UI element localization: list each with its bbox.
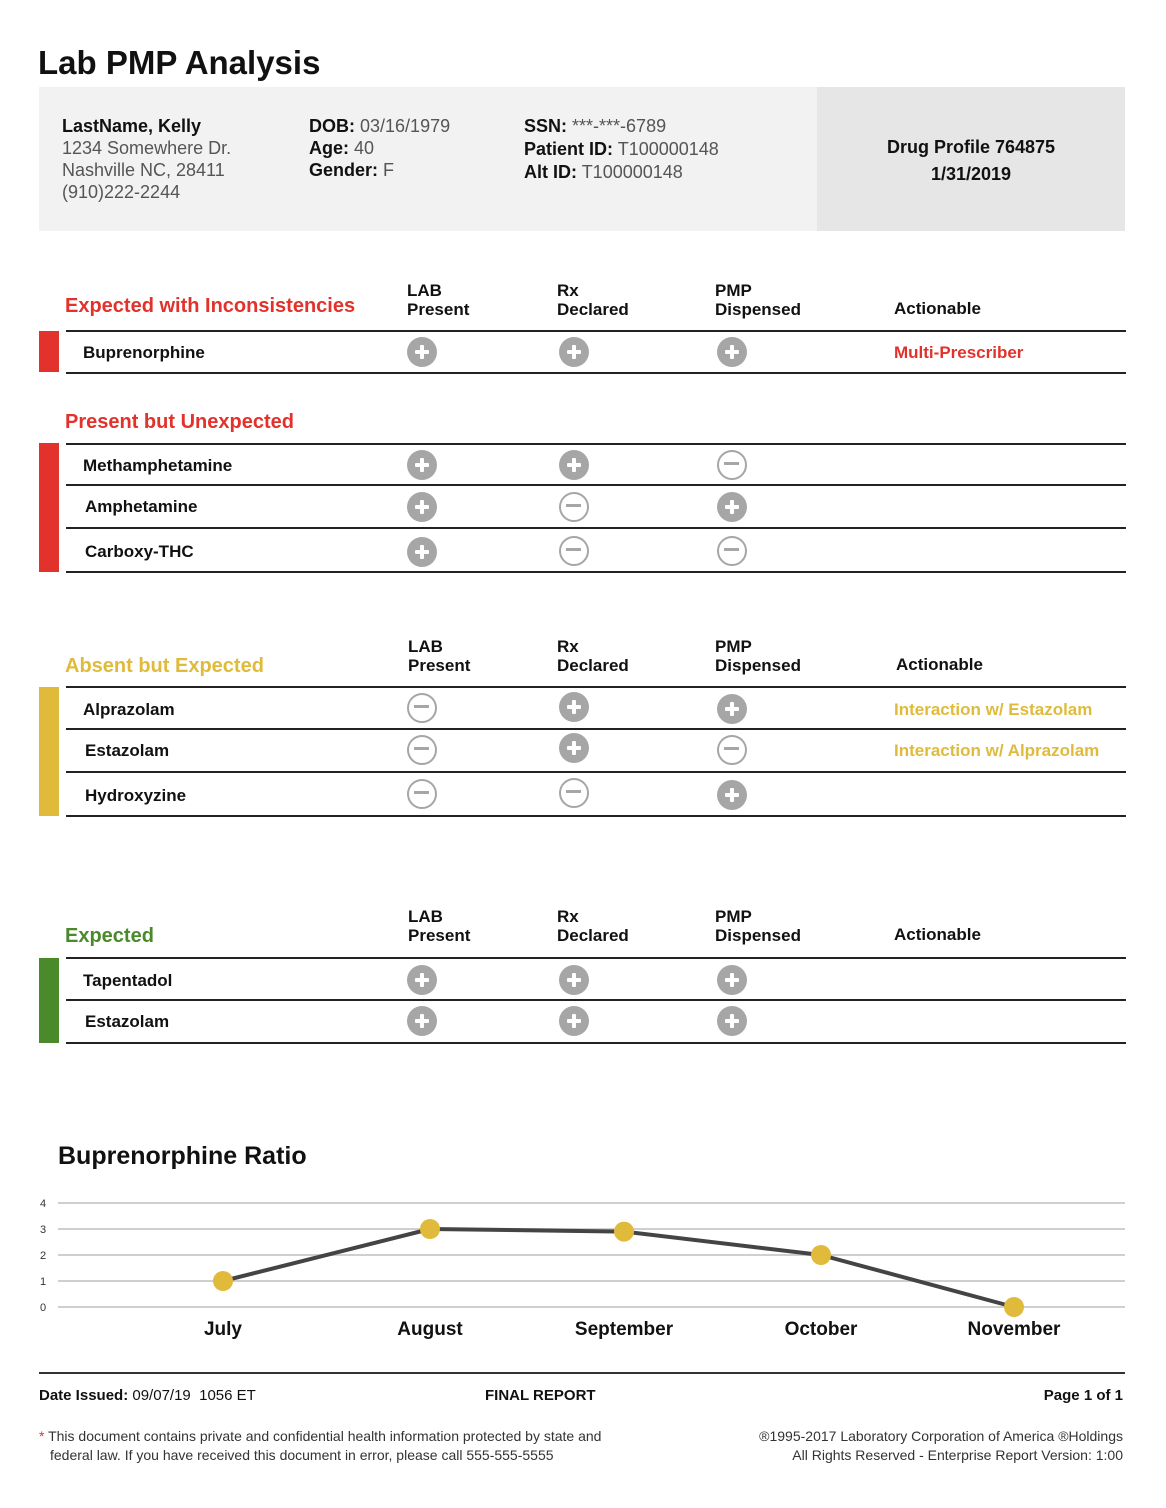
- date-issued-label: Date Issued:: [39, 1387, 129, 1404]
- col-header-rx-line2: Declared: [557, 926, 629, 945]
- col-header-actionable: Actionable: [894, 299, 981, 318]
- col-header-lab-line1: LAB: [408, 637, 443, 656]
- drug-alprazolam: Alprazolam: [83, 700, 175, 719]
- lab-present-minus-icon: [407, 779, 437, 809]
- copyright-line1: ®1995-2017 Laboratory Corporation of America ®Holdings: [759, 1428, 1123, 1444]
- col-header-pmp-line2: Dispensed: [715, 300, 801, 319]
- section-title-expected: Expected: [65, 925, 154, 947]
- rx-declared-plus-icon: [559, 450, 589, 480]
- page-number: Page 1 of 1: [1043, 1387, 1123, 1404]
- x-tick-label: October: [784, 1319, 858, 1340]
- x-tick-label: July: [203, 1319, 243, 1340]
- col-header-lab-line2: Present: [408, 926, 471, 945]
- date-issued-value: 09/07/19 1056 ET: [132, 1387, 256, 1404]
- patient-contact: [62, 115, 231, 203]
- y-tick-label: 1: [40, 1276, 47, 1288]
- data-point: [420, 1219, 440, 1239]
- status-bar-yellow: [39, 687, 59, 816]
- drug-estazolam: Estazolam: [85, 1012, 170, 1031]
- divider: [66, 728, 1126, 730]
- buprenorphine-ratio-chart: [0, 1190, 1166, 1350]
- drug-profile-date: 1/31/2019: [930, 164, 1012, 184]
- col-header-rx-line1: Rx: [557, 907, 579, 926]
- alt-id-value: T100000148: [581, 162, 683, 182]
- rx-declared-minus-icon: [559, 492, 589, 522]
- footer-divider: [39, 1372, 1125, 1374]
- lab-present-minus-icon: [407, 693, 437, 723]
- col-header-rx-line2: Declared: [557, 300, 629, 319]
- x-tick-label: September: [574, 1319, 674, 1340]
- disclaimer: [39, 1427, 601, 1465]
- status-bar-green: [39, 958, 59, 1043]
- lab-present-plus-icon: [407, 965, 437, 995]
- patient-id-row: [524, 138, 719, 161]
- series-line: [223, 1229, 1014, 1307]
- col-header-lab: [408, 637, 470, 675]
- col-header-lab-line1: LAB: [408, 907, 443, 926]
- col-header-pmp-line1: PMP: [715, 637, 752, 656]
- x-tick-label: August: [397, 1319, 463, 1340]
- col-header-lab: [408, 907, 470, 945]
- pmp-dispensed-plus-icon: [717, 694, 747, 724]
- pmp-dispensed-minus-icon: [717, 536, 747, 566]
- rx-declared-minus-icon: [559, 778, 589, 808]
- page-title: Lab PMP Analysis: [38, 44, 321, 81]
- col-header-lab-line2: Present: [408, 656, 471, 675]
- divider: [66, 686, 1126, 688]
- dob-label: DOB:: [309, 116, 355, 136]
- disclaimer-line1: [39, 1427, 601, 1446]
- y-tick-label: 3: [40, 1224, 47, 1236]
- col-header-lab-line2: Present: [407, 300, 470, 319]
- drug-carboxy-thc: Carboxy-THC: [85, 542, 194, 561]
- divider: [66, 571, 1126, 573]
- date-issued: [39, 1387, 256, 1404]
- drug-methamphetamine: Methamphetamine: [83, 456, 233, 475]
- col-header-pmp: [715, 281, 801, 319]
- divider: [66, 330, 1126, 332]
- section-title-absent: Absent but Expected: [65, 655, 264, 677]
- col-header-rx-line2: Declared: [557, 656, 629, 675]
- patient-id-label: Patient ID:: [524, 139, 614, 159]
- divider: [66, 1042, 1126, 1044]
- gender-value: F: [383, 160, 395, 180]
- lab-present-plus-icon: [407, 450, 437, 480]
- pmp-dispensed-minus-icon: [717, 450, 747, 480]
- col-header-actionable: Actionable: [896, 655, 983, 674]
- drug-hydroxyzine: Hydroxyzine: [85, 786, 187, 805]
- chart-title: Buprenorphine Ratio: [58, 1142, 307, 1170]
- divider: [66, 999, 1126, 1001]
- section-title-inconsistencies: Expected with Inconsistencies: [65, 295, 356, 317]
- data-point: [811, 1245, 831, 1265]
- col-header-rx: [557, 637, 629, 675]
- rx-declared-plus-icon: [559, 733, 589, 763]
- y-tick-label: 0: [40, 1302, 47, 1314]
- col-header-pmp-line1: PMP: [715, 907, 752, 926]
- pmp-dispensed-plus-icon: [717, 1006, 747, 1036]
- actionable-interaction-alprazolam: Interaction w/ Alprazolam: [894, 741, 1100, 760]
- col-header-pmp-line1: PMP: [715, 281, 752, 300]
- patient-demographics: [309, 115, 450, 181]
- pmp-dispensed-plus-icon: [717, 337, 747, 367]
- divider: [66, 484, 1126, 486]
- divider: [66, 527, 1126, 529]
- col-header-actionable: Actionable: [894, 925, 981, 944]
- copyright: [759, 1427, 1123, 1465]
- alt-id-label: Alt ID:: [524, 162, 577, 182]
- rx-declared-plus-icon: [559, 965, 589, 995]
- divider: [66, 372, 1126, 374]
- drug-tapentadol: Tapentadol: [83, 971, 173, 990]
- drug-estazolam: Estazolam: [85, 741, 170, 760]
- patient-phone: (910)222-2244: [62, 182, 181, 202]
- disclaimer-asterisk: *: [39, 1428, 45, 1444]
- dob-value: 03/16/1979: [360, 116, 451, 136]
- ssn-row: [524, 115, 719, 138]
- drug-profile-label: Drug Profile 764875: [886, 137, 1056, 157]
- patient-address-line1: 1234 Somewhere Dr.: [62, 138, 232, 158]
- drug-amphetamine: Amphetamine: [85, 497, 198, 516]
- rx-declared-plus-icon: [559, 337, 589, 367]
- alt-id-row: [524, 161, 719, 184]
- pmp-dispensed-minus-icon: [717, 735, 747, 765]
- disclaimer-text1: This document contains private and confidential health information protected by state and: [48, 1428, 602, 1444]
- data-point: [213, 1271, 233, 1291]
- patient-name: LastName, Kelly: [62, 116, 202, 136]
- rx-declared-minus-icon: [559, 536, 589, 566]
- lab-present-plus-icon: [407, 492, 437, 522]
- col-header-rx: [557, 907, 629, 945]
- report-status: FINAL REPORT: [485, 1387, 596, 1404]
- data-point: [614, 1222, 634, 1242]
- col-header-pmp: [715, 907, 801, 945]
- divider: [66, 443, 1126, 445]
- pmp-dispensed-plus-icon: [717, 965, 747, 995]
- disclaimer-line2: federal law. If you have received this document in error, please call 555-555-5555: [50, 1447, 554, 1463]
- col-header-pmp: [715, 637, 801, 675]
- drug-profile: [817, 134, 1125, 188]
- drug-buprenorphine: Buprenorphine: [83, 343, 205, 362]
- copyright-line2: All Rights Reserved - Enterprise Report Version: 1:00: [792, 1447, 1123, 1463]
- gender-row: [309, 159, 450, 181]
- lab-present-minus-icon: [407, 735, 437, 765]
- x-tick-label: November: [967, 1319, 1061, 1340]
- divider: [66, 771, 1126, 773]
- status-bar-red: [39, 331, 59, 372]
- rx-declared-plus-icon: [559, 1006, 589, 1036]
- section-title-unexpected: Present but Unexpected: [65, 411, 294, 433]
- patient-identifiers: [524, 115, 719, 184]
- actionable-interaction-estazolam: Interaction w/ Estazolam: [894, 700, 1093, 719]
- status-bar-red: [39, 443, 59, 572]
- divider: [66, 815, 1126, 817]
- lab-present-plus-icon: [407, 1006, 437, 1036]
- gender-label: Gender:: [309, 160, 379, 180]
- lab-present-plus-icon: [407, 537, 437, 567]
- patient-address-line2: Nashville NC, 28411: [62, 160, 225, 180]
- col-header-lab: [407, 281, 469, 319]
- age-label: Age:: [309, 138, 349, 158]
- y-tick-label: 2: [40, 1250, 47, 1262]
- rx-declared-plus-icon: [559, 692, 589, 722]
- divider: [66, 957, 1126, 959]
- dob-row: [309, 115, 450, 137]
- pmp-dispensed-plus-icon: [717, 780, 747, 810]
- lab-present-plus-icon: [407, 337, 437, 367]
- age-row: [309, 137, 450, 159]
- data-point: [1004, 1297, 1024, 1317]
- actionable-multi-prescriber: Multi-Prescriber: [894, 343, 1024, 362]
- col-header-rx-line1: Rx: [557, 637, 579, 656]
- col-header-rx: [557, 281, 629, 319]
- patient-id-value: T100000148: [617, 139, 719, 159]
- col-header-lab-line1: LAB: [407, 281, 442, 300]
- y-tick-label: 4: [40, 1198, 47, 1210]
- age-value: 40: [354, 138, 375, 158]
- col-header-pmp-line2: Dispensed: [715, 656, 801, 675]
- col-header-rx-line1: Rx: [557, 281, 579, 300]
- ssn-label: SSN:: [524, 116, 568, 136]
- pmp-dispensed-plus-icon: [717, 492, 747, 522]
- col-header-pmp-line2: Dispensed: [715, 926, 801, 945]
- ssn-value: ***-***-6789: [572, 116, 667, 136]
